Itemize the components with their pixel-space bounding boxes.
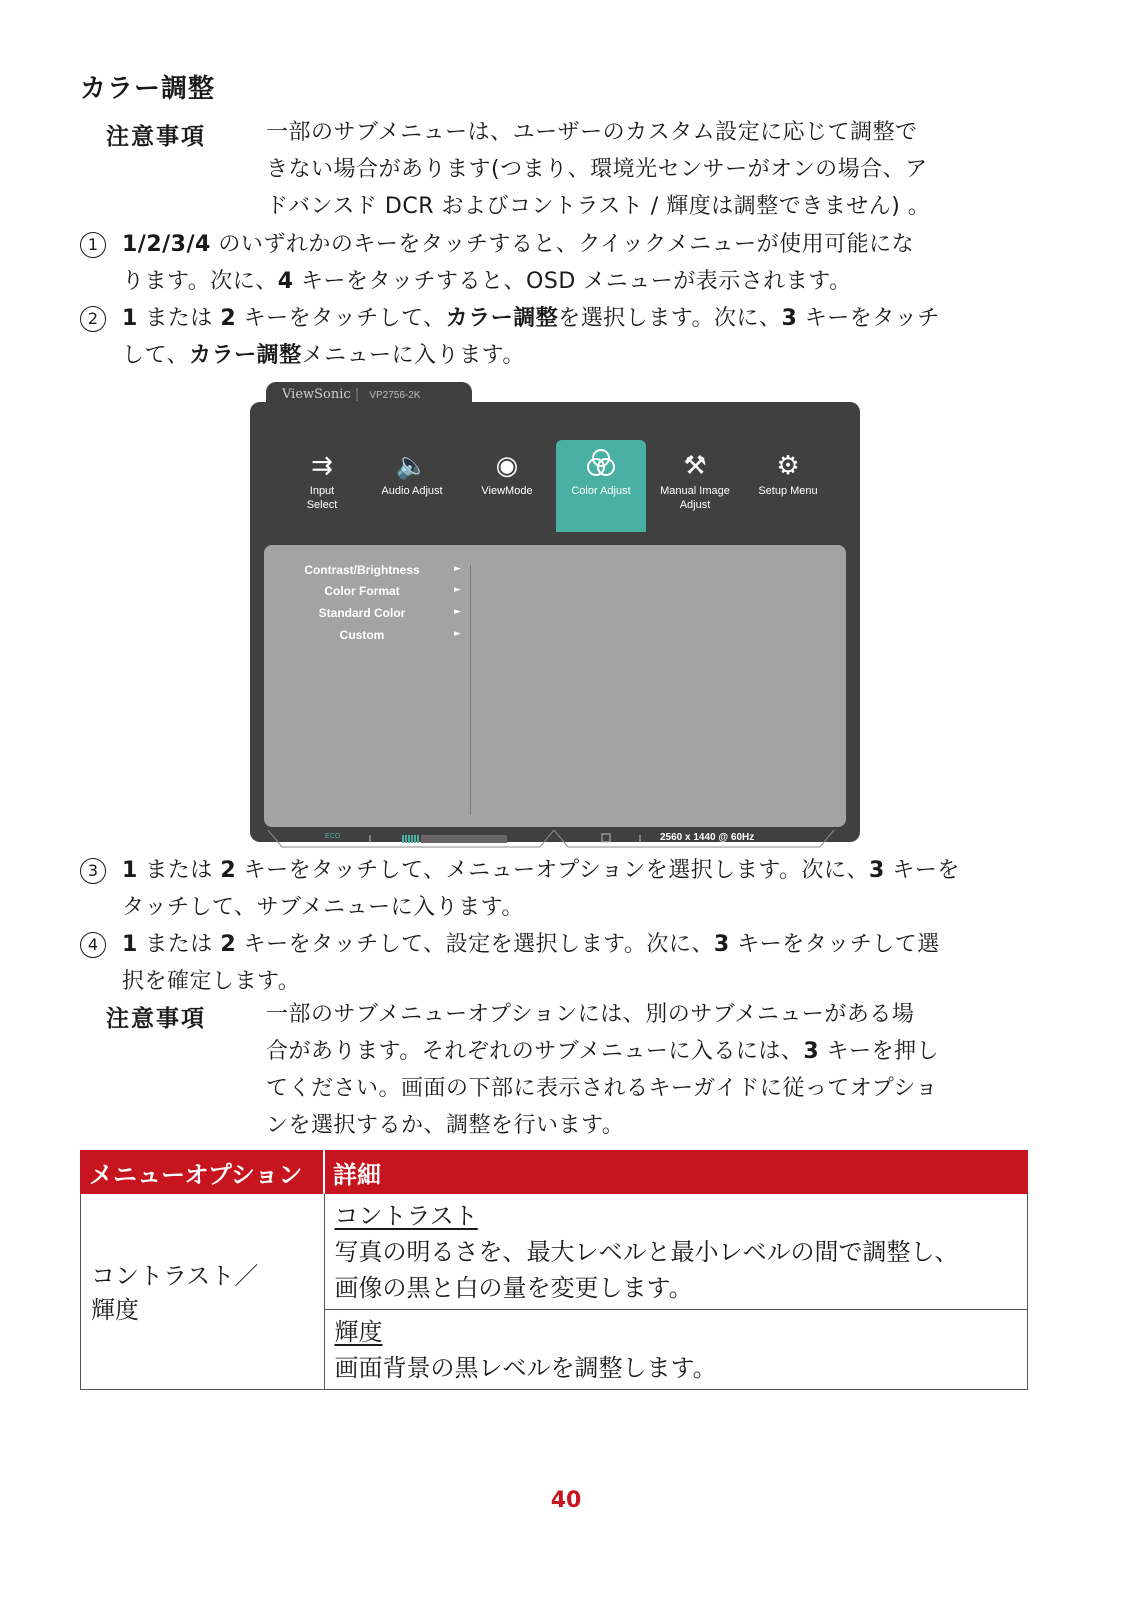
note-line: 合があります。それぞれのサブメニューに入るには、3 キーを押し	[266, 1039, 940, 1064]
step-line: タッチして、サブメニューに入ります。	[122, 895, 524, 920]
status-bar	[250, 828, 860, 850]
table-detail-cell	[324, 1194, 1028, 1310]
section-title: カラー調整	[80, 74, 216, 104]
step-text	[122, 852, 1042, 926]
step-line: 1/2/3/4 のいずれかのキーをタッチすると、クイックメニューが使用可能にな	[122, 232, 915, 257]
submenu-panel	[264, 545, 846, 827]
note-line: ンを選択するか、調整を行います。	[266, 1113, 625, 1138]
step-line: ります。次に、4 キーをタッチすると、OSD メニューが表示されます。	[122, 269, 852, 294]
panel-divider	[470, 565, 471, 815]
arrow-right-icon: ►	[454, 585, 461, 595]
page-number: 40	[550, 1488, 582, 1513]
step-number: 4	[80, 932, 106, 958]
submenu-color-format[interactable]: Color Format	[324, 584, 400, 598]
step-number: 1	[80, 232, 106, 258]
osd-screenshot	[250, 382, 880, 862]
note-text	[266, 114, 1046, 225]
step-number: 3	[80, 858, 106, 884]
color-circles-icon	[556, 446, 646, 484]
menu-viewmode[interactable]: ◉ ViewMode	[462, 440, 552, 520]
table-header-detail: 詳細	[324, 1151, 1028, 1194]
note-text	[266, 996, 1046, 1144]
options-table	[80, 1150, 1028, 1390]
note-line: 一部のサブメニューオプションには、別のサブメニューがある場	[266, 1002, 915, 1027]
detail-desc: 画面背景の黒レベルを調整します。	[334, 1353, 717, 1382]
step-line: 1 または 2 キーをタッチして、メニューオプションを選択します。次に、3 キーを	[122, 858, 960, 883]
table-header-option: メニューオプション	[81, 1151, 325, 1194]
eco-icon: ECO	[325, 833, 341, 840]
note-line: ドバンスド DCR およびコントラスト / 輝度は調整できません) 。	[266, 194, 931, 219]
step-line: 1 または 2 キーをタッチして、設定を選択します。次に、3 キーをタッチして選	[122, 932, 940, 957]
step-line: して、カラー調整メニューに入ります。	[122, 343, 525, 368]
arrow-right-icon: ►	[454, 629, 461, 639]
brand-logo: ViewSonic	[282, 387, 351, 402]
detail-title: コントラスト	[334, 1201, 478, 1230]
note-line: 一部のサブメニューは、ユーザーのカスタム設定に応じて調整で	[266, 120, 918, 145]
menu-setup-menu[interactable]: ⚙ Setup Menu	[743, 440, 833, 520]
menu-input-select[interactable]: ⇉ Input Select	[277, 440, 367, 520]
osd-brand-tab: ViewSonic | VP2756-2K	[266, 382, 472, 408]
submenu-contrast-brightness[interactable]: Contrast/Brightness	[304, 563, 420, 577]
detail-desc: 画像の黒と白の量を変更します。	[334, 1273, 693, 1302]
menu-manual-image-adjust[interactable]: ⚒ Manual Image Adjust	[650, 440, 740, 520]
arrow-right-icon: ►	[454, 564, 461, 574]
gear-icon: ⚙	[776, 450, 800, 480]
submenu-custom[interactable]: Custom	[339, 628, 385, 642]
note-label: 注意事項	[106, 124, 206, 150]
speaker-icon: 🔈	[395, 450, 429, 480]
detail-desc: 写真の明るさを、最大レベルと最小レベルの間で調整し、	[334, 1237, 959, 1266]
input-select-icon: ⇉	[311, 450, 333, 480]
step-text	[122, 226, 1042, 300]
osd-menu	[250, 402, 860, 842]
note-line: きない場合があります(つまり、環境光センサーがオンの場合、ア	[266, 157, 928, 182]
step-line: 択を確定します。	[122, 969, 301, 994]
note-label: 注意事項	[106, 1006, 206, 1032]
detail-title: 輝度	[334, 1317, 383, 1346]
submenu-standard-color[interactable]: Standard Color	[318, 606, 406, 620]
menu-color-adjust[interactable]: Color Adjust	[556, 440, 646, 532]
step-text	[122, 300, 1042, 374]
step-line: 1 または 2 キーをタッチして、カラー調整を選択します。次に、3 キーをタッチ	[122, 306, 940, 331]
arrow-right-icon: ►	[454, 607, 461, 617]
menu-audio-adjust[interactable]: 🔈 Audio Adjust	[367, 440, 457, 520]
table-detail-cell	[324, 1310, 1028, 1390]
model-name: VP2756-2K	[369, 390, 421, 401]
step-text	[122, 926, 1042, 1000]
table-option-cell: コントラスト／ 輝度	[81, 1194, 325, 1390]
step-number: 2	[80, 306, 106, 332]
hand-wrench-icon: ⚒	[683, 450, 707, 480]
eye-icon: ◉	[495, 450, 519, 480]
resolution-readout: 2560 x 1440 @ 60Hz	[660, 832, 755, 843]
note-line: てください。画面の下部に表示されるキーガイドに従ってオプショ	[266, 1076, 938, 1101]
